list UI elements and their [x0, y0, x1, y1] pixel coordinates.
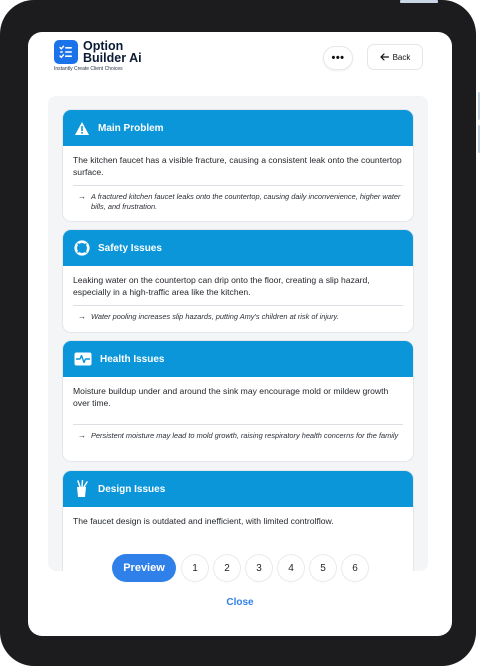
device-button-top — [400, 0, 438, 3]
back-label: Back — [392, 52, 411, 62]
back-button[interactable] — [368, 45, 422, 69]
card-title: Safety Issues — [98, 242, 162, 254]
checklist-icon — [54, 40, 78, 64]
issues-panel[interactable] — [48, 96, 428, 571]
card-text: The faucet design is outdated and inefficient, with limited controlflow. — [73, 516, 334, 526]
card-body — [63, 146, 413, 212]
card-note — [73, 431, 403, 441]
logo-wordmark — [83, 40, 142, 64]
divider — [73, 185, 403, 186]
heartbeat-icon — [74, 352, 92, 366]
card-header — [63, 230, 413, 266]
more-options-button[interactable] — [324, 47, 352, 69]
lifebuoy-icon — [74, 240, 90, 256]
card-body — [63, 377, 413, 441]
close-button[interactable]: Close — [226, 597, 254, 608]
card-header — [63, 110, 413, 146]
app-tagline: Instantly Create Client Choices — [54, 66, 123, 72]
card-header — [63, 341, 413, 377]
card-note — [73, 312, 403, 322]
arrow-right-icon: → — [78, 431, 86, 440]
card-text: Moisture buildup under and around the sink may encourage mold or mildew growth over time. — [73, 386, 389, 408]
paint-brush-icon — [74, 480, 90, 498]
device-button-volume-up — [478, 92, 480, 120]
preview-button[interactable]: Preview — [112, 554, 176, 582]
app-header — [28, 32, 452, 94]
divider — [73, 305, 403, 306]
app-logo — [54, 40, 142, 64]
card-note — [73, 192, 403, 212]
card-main-problem — [63, 110, 413, 221]
page-button-6[interactable]: 6 — [342, 555, 368, 581]
arrow-right-icon: → — [78, 192, 86, 201]
card-title: Health Issues — [100, 353, 165, 365]
pagination — [112, 554, 374, 582]
card-safety-issues — [63, 230, 413, 332]
note-text: A fractured kitchen faucet leaks onto the countertop, causing daily inconvenience, higher water bills, and frustration. — [91, 192, 401, 211]
page-button-1[interactable]: 1 — [182, 555, 208, 581]
card-header — [63, 471, 413, 507]
card-text: Leaking water on the countertop can drip onto the floor, creating a slip hazard, especially in a high-traffic area like the kitchen. — [73, 275, 370, 297]
device-button-volume-down — [478, 125, 480, 153]
page-button-2[interactable]: 2 — [214, 555, 240, 581]
arrow-right-icon: → — [78, 312, 86, 321]
logo-line2: Builder Ai — [83, 51, 142, 65]
card-title: Design Issues — [98, 483, 166, 495]
note-text: Persistent moisture may lead to mold growth, raising respiratory health concerns for the family — [91, 431, 399, 440]
app-screen — [28, 32, 452, 636]
note-text: Water pooling increases slip hazards, putting Amy's children at risk of injury. — [91, 312, 339, 321]
warning-icon — [74, 121, 90, 136]
more-label: ••• — [331, 52, 345, 64]
page-button-3[interactable]: 3 — [246, 555, 272, 581]
page-button-4[interactable]: 4 — [278, 555, 304, 581]
logo-line1: Option — [83, 39, 124, 53]
divider — [73, 424, 403, 425]
arrow-left-icon — [380, 53, 389, 61]
card-text: The kitchen faucet has a visible fracture, causing a consistent leak onto the countertop surface. — [73, 155, 402, 177]
card-body — [63, 266, 413, 322]
card-title: Main Problem — [98, 122, 164, 134]
card-body — [63, 507, 413, 528]
page-button-5[interactable]: 5 — [310, 555, 336, 581]
card-health-issues — [63, 341, 413, 461]
